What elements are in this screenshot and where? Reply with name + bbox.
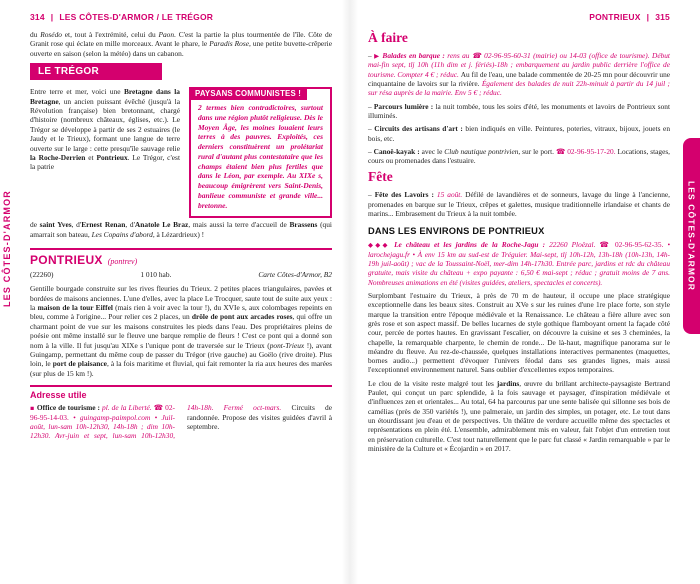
heading-adresse-utile: Adresse utile — [30, 385, 332, 400]
environs-practical-info: ◆◆◆ Le château et les jardins de la Roche-Jagu : 22260 Ploëzal. ☎ 02-96-95-62-35. • larochejagu.fr • À env 15 km au sud-est de Tréguier. Mai-sept, tlj 10h-12h, 13h-18h (10h-13h, 14h-19h juil-août) ; vac de la Toussaint-Noël, mer-dim 14h-17h30. Entrée parc, jardins et rdc du château gratuite, mais visite du château + expo payante : 6,50 € mai-sept ; réduc ; gratuit moins de 7 ans. Nombreuses animations en été (visites guidées, ateliers, spectacles et concerts). — [368, 240, 671, 287]
heading-fete: Fête — [368, 169, 393, 185]
heading-a-faire: À faire — [368, 30, 408, 45]
edge-label-left: LES CÔTES-D'ARMOR — [2, 190, 12, 308]
heading-environs: DANS LES ENVIRONS DE PONTRIEUX — [368, 226, 545, 237]
page-number-right: 315 — [655, 12, 670, 22]
environs-description-2: Le clou de la visite reste malgré tout les jardins, œuvre du brillant architecte-paysagiste Bertrand Paulet, qui conçut un parc splendide, à la fois sauvage et paysager, d'inspiration médiévale et d'influences zen et orientales... Au total, 64 ha parcourus par une sente balisée qui sillonne ses bois de camélias (près de 350 variétés !), une palmeraie, un jardin des simples, un potager, etc. Le tout dans un étourdissant jeu d'eau et de perspectives. Un théâtre de verdure accueille même des spectacles et représentations en plein été. L'ensemble, admirablement mis en valeur, fait l'objet d'un entretien tout en préservation culturelle. C'est tout naturellement que le parc fut classé « Jardin remarquable » par le ministère de la Culture et « Écojardin » en 2017. — [368, 378, 671, 453]
city-name: PONTRIEUX — [30, 253, 103, 268]
item-balades-en-barque: – ▶ Balades en barque : rens au ☎ 02-96-95-60-31 (mairie) ou 14-03 (office de tourisme). Début mai-fin sept, tlj 10h (11h dim et j. fériés)-18h ; embarquement au jardin public derrière l'office de tourisme. Compter 4 € ; réduc. Au fil de l'eau, une balade commentée de 20-25 mn pour découvrir une cinquantaine de lavoirs sur la rivière. Également des balades de nuit 22h-minuit à partir du 14 juil ; sur résa auprès de la mairie. Env 5 € ; réduc. — [368, 51, 671, 98]
rowboat-icon: ▶ — [374, 52, 383, 60]
sidebar-box-paysans-communistes — [189, 87, 332, 218]
city-heading-pontrieux — [30, 248, 332, 267]
postal-code: (22260) — [30, 270, 54, 280]
city-info-row — [30, 270, 332, 279]
item-canoe-kayak: – Canoë-kayak : avec le Club nautique pontrivien, sur le port. ☎ 02-96-95-17-20. Locations, stages, cours ou promenades dans l'estuaire. — [368, 146, 671, 166]
map-reference: Carte Côtes-d'Armor, B2 — [258, 270, 332, 280]
running-head-title-left: LES CÔTES-D'ARMOR / LE TRÉGOR — [59, 12, 214, 22]
population: 1 010 hab. — [140, 270, 172, 280]
running-head-separator: | — [646, 12, 650, 22]
rating-icons: ◆◆◆ — [368, 241, 395, 250]
edge-tab-right — [683, 138, 700, 334]
running-head-right — [368, 12, 670, 22]
environs-description-1: Surplombant l'estuaire du Trieux, à près de 70 m de hauteur, il occupe une place stratégique exceptionnelle dans les beaux sites. Construit au XVe s sur les ruines d'une 1re place forte, son style marque la transition entre l'époque médiévale et la Renaissance. Le château a fière allure avec son grès rose et son aspect massif. De belles lucarnes de style gothique flamboyant ornent la façade côté cour, percée de portes hautes. En gravissant l'escalier, on découvre la cuisine et ses 3 cheminées, la chapelle, la remarquable charpente, le chemin de ronde... De là-haut, magnifique panorama sur le méandre du fleuve. Au rez-de-chaussée, quelques installations interactives permanentes (maquettes, bornes audio...) permettent d'évoquer l'univers féodal dans ses grandes lignes, mais aussi l'exceptionnel environnement naturel. Sans oublier d'excellentes expos temporaires. — [368, 290, 670, 375]
intro-paragraph: du Rosédo et, tout à l'extrémité, celui du Paon. C'est la partie la plus tourmentée de l'île. Côte de Granit rose qui éclate en mille morceaux. Avant le phare, le Paradis Rose, une petite buvette-crêperie ouverte en saison (selon la météo) dans un cabanon. — [30, 30, 333, 58]
sidebar-box-title: PAYSANS COMMUNISTES ! — [189, 87, 307, 100]
page-gutter — [342, 0, 358, 584]
page-number-left: 314 — [30, 12, 45, 22]
item-circuits-artisans: – Circuits des artisans d'art : bien indiqués en ville. Peintures, poteries, vitraux, bijoux, jouets en bois, etc. — [368, 124, 670, 143]
city-pronunciation: (pontrev) — [107, 257, 138, 267]
page-315 — [350, 0, 700, 584]
tregor-text-continued: de saint Yves, d'Ernest Renan, d'Anatole Le Braz, mais aussi la terre d'accueil de Brassens (qui amarrait son bateau, Les Copains d'abord, à Lézardrieux) ! — [30, 220, 332, 239]
info-icon: ▪ — [30, 404, 37, 413]
item-fete-des-lavoirs: – Fête des Lavoirs : 15 août. Défilé de lavandières et de sonneurs, lavage du linge à l'ancienne, promenades en barque sur le Trieux, crêpes et galettes, musique traditionnelle irlandaise et chants de marins... Embrasement du Trieux à la nuit tombée. — [368, 190, 670, 219]
running-head-title-right: PONTRIEUX — [589, 12, 641, 22]
tregor-text: Entre terre et mer, voici une Bretagne dans la Bretagne, un ancien puissant évêché (jusqu'à la Révolution française) bien bretonnant, chargé d'histoire (nombreux châteaux, églises, etc.). Le Trégor se développe à partir de ses 2 estuaires (le Jaudy et le Trieux), formant une langue de terre ouverte sur le large : cette presqu'île sauvage relie la Roche-Derrien et Pontrieux. Le Trégor, c'est la patrie — [30, 87, 180, 172]
running-head-separator: | — [50, 12, 54, 22]
sidebar-box-body: 2 termes bien contradictoires, surtout dans une région plutôt religieuse. Dès le Moyen Âge, les moines louaient leurs terres à des pauvres. Exploités, ces derniers constituèrent un prolétariat rural d'autant plus contestataire que les champs étaient bien plus fertiles que dans le Léon, par exemple. Au XIXe s, beaucoup émigrèrent vers Saint-Denis, banlieue communiste et grande ville... bretonne. — [198, 103, 323, 210]
adresse-utile-text: ▪ Office de tourisme : pl. de la Liberté. ☎ 02-96-95-14-03. • guingamp-paimpol.com • Juil-août, lun-sam 10h-12h30, 14h-18h ; dim 10h-12h30. Avr-juin et sept, lun-sam 10h-12h30, 14h-18h. Fermé oct-mars. Circuits de randonnée. Propose des visites guidées d'avril à septembre. — [30, 403, 332, 441]
tregor-two-column-block — [30, 87, 332, 218]
running-head-left — [30, 12, 332, 22]
section-banner-tregor: LE TRÉGOR — [30, 63, 162, 80]
pontrieux-description: Gentille bourgade construite sur les rives fleuries du Trieux. 2 petites places triangulaires, pavées et bordées de maisons anciennes. L'une d'elles, avec la place Le Trocquer, saute tout de suite aux yeux : la maison de la tour Eiffel (mais rien à voir avec la tour !), du XVIe s, aux colombages repeints en bleu, comme à l'origine... Pour relier ces 2 places, un drôle de pont aux arcades roses, qui offre un charmant point de vue sur les maisons construites les pieds dans l'eau. Des propriétaires pleins de poésie ont même installé sur le fleuve une barque remplie de fleurs ! C'est ce pont qui a donné son nom à la ville. Il fut jusqu'au XIXe s l'unique pont de traversée sur le Trieux (pont-Trieux !), avant Guingamp, permettant du même coup de passer du Trégor (rive gauche) au Goëlo (rive droite). Plus loin, le port de plaisance, à la fois maritime et fluvial, qui fait remonter la ria aux heures des marées (sur plus de 15 km !). — [30, 284, 333, 378]
edge-tab-label: LES CÔTES-D'ARMOR — [686, 181, 697, 291]
item-parcours-lumiere: – Parcours lumière : la nuit tombée, tous les soirs d'été, les monuments et lavoirs de Pontrieux sont illuminés. — [368, 101, 670, 120]
